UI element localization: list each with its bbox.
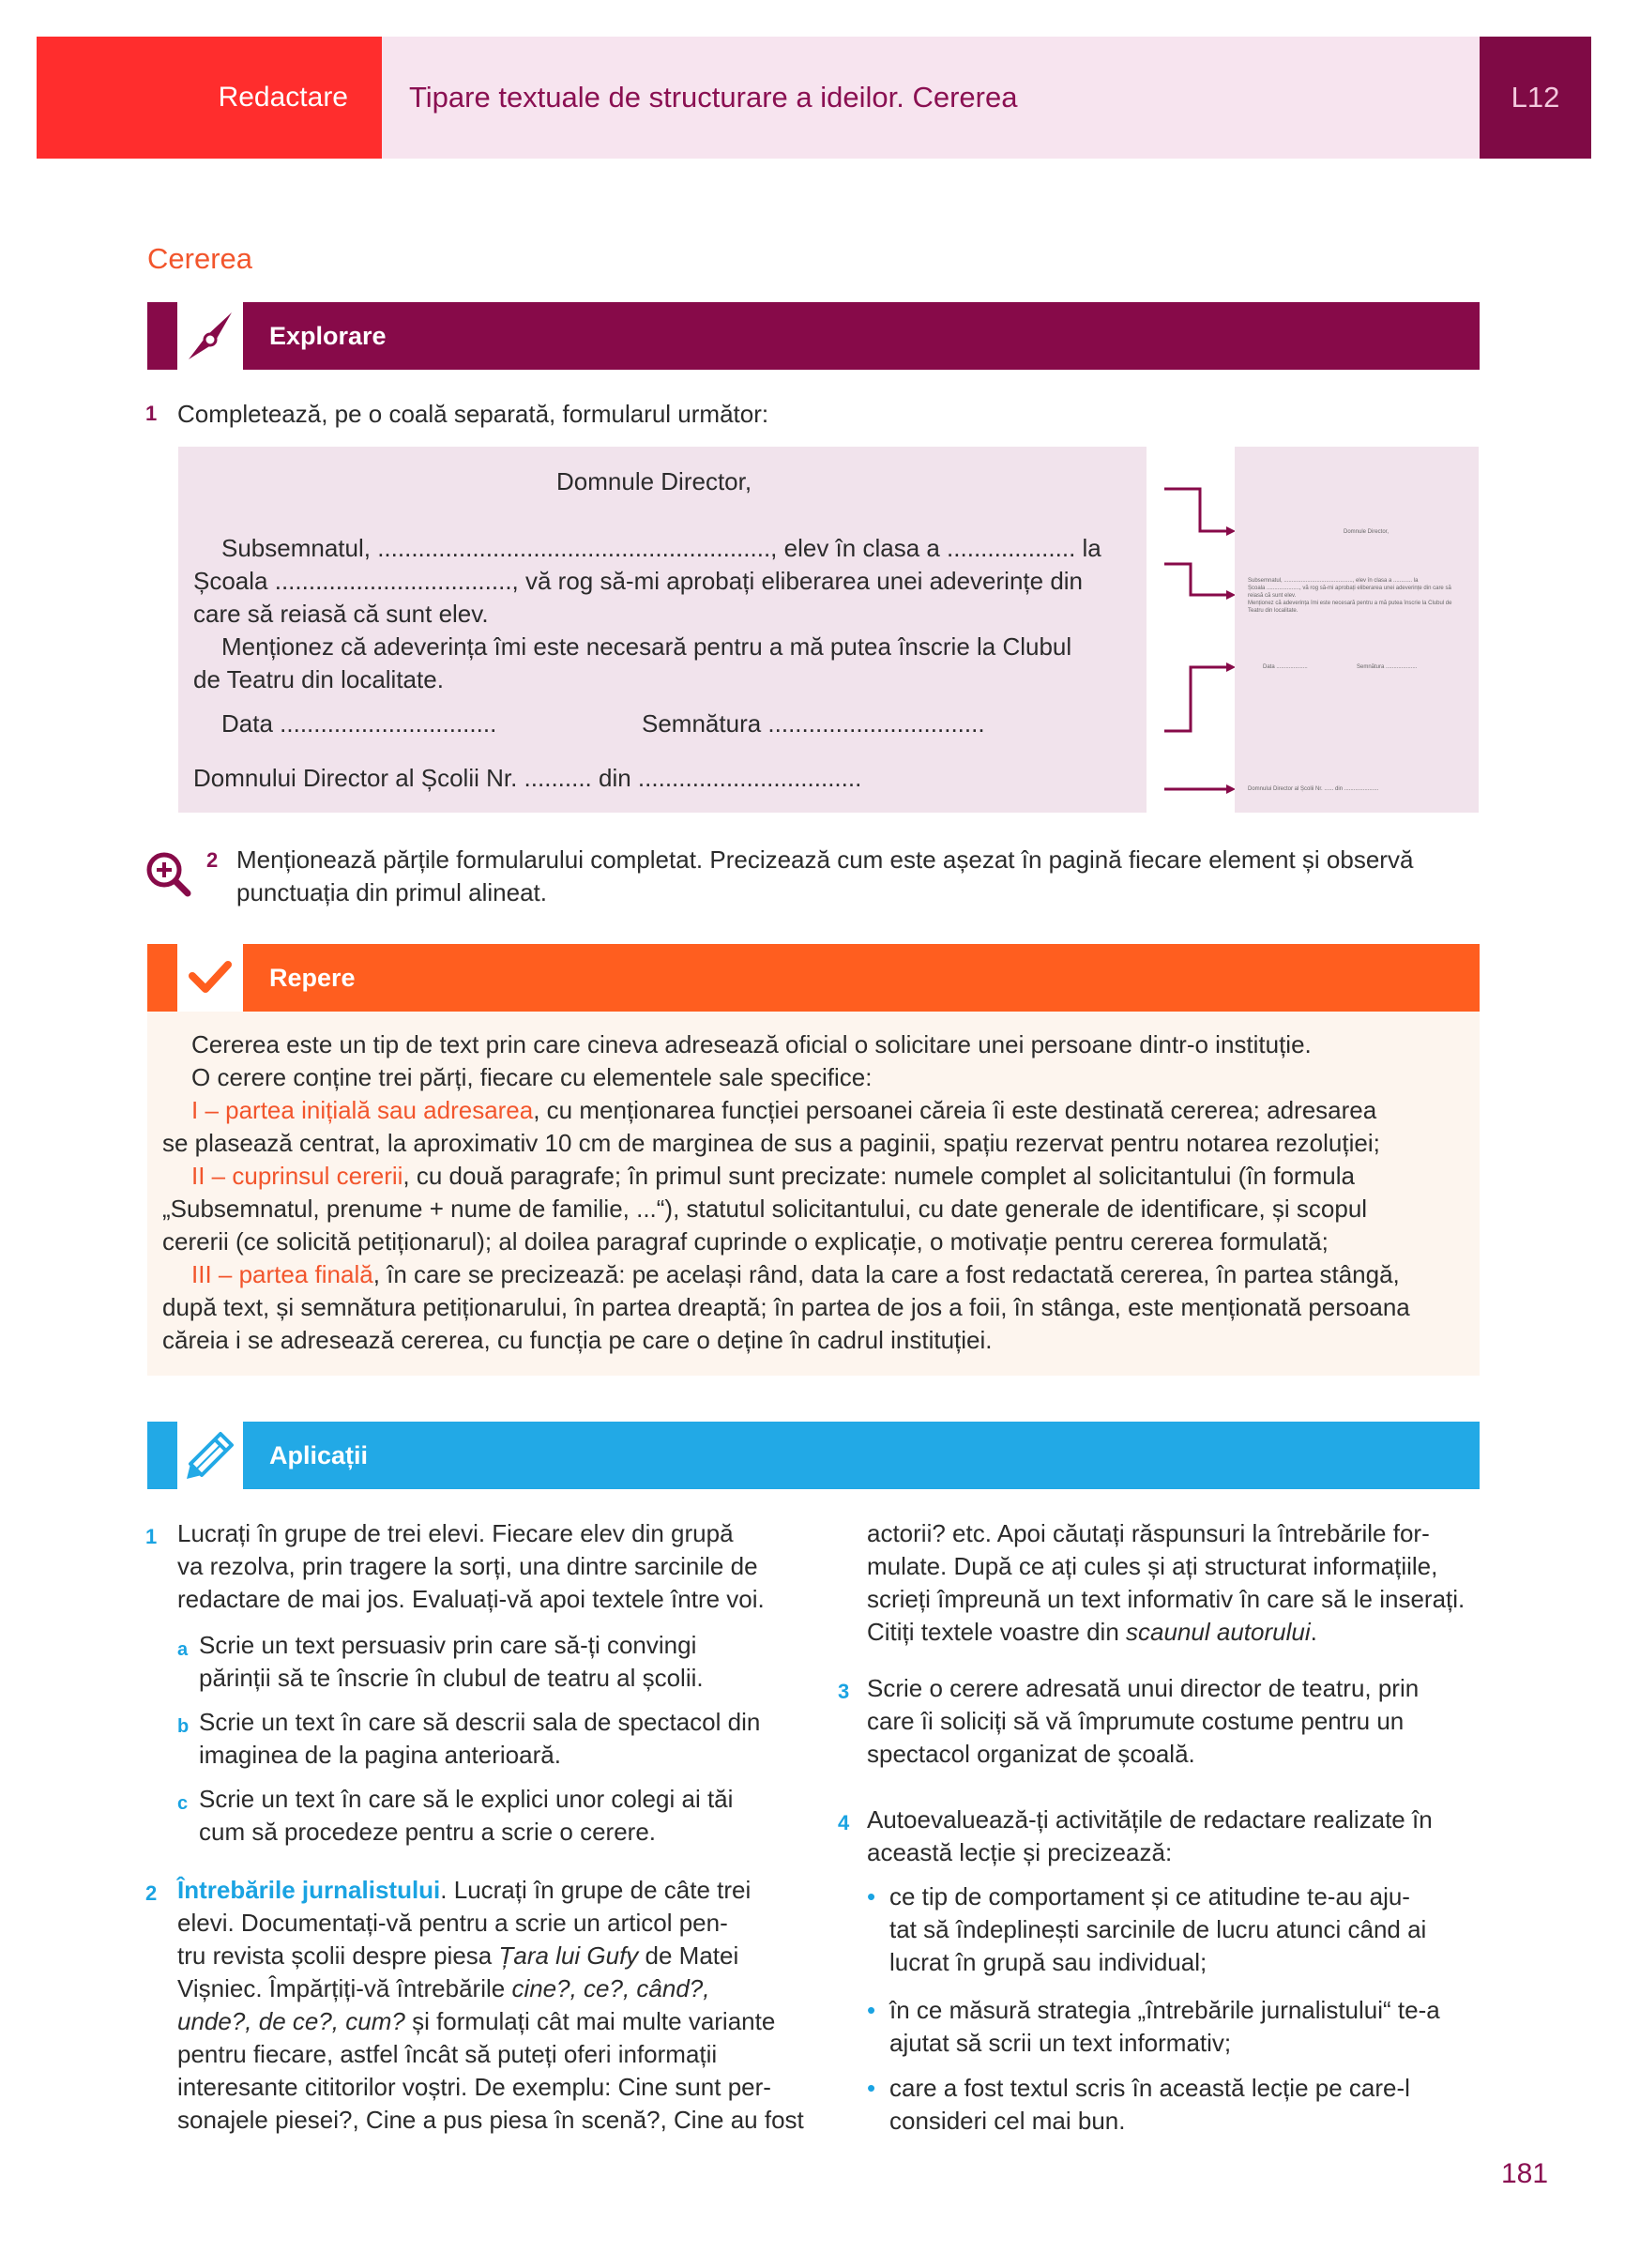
repere-p3-l3: căreia i se adresează cererea, cu funcția pe care o deține în cadrul instituției. (162, 1326, 993, 1354)
a2-r3: scrieți împreună un text informativ în care să le inserați. (867, 1585, 1466, 1613)
a4-b2-l2: ajutat să scrii un text informativ; (889, 2029, 1232, 2057)
repere-p1-label: I – partea inițială sau adresarea (191, 1096, 534, 1124)
repere-p1 (191, 1094, 1376, 1127)
a1-l3: redactare de mai jos. Evaluați-vă apoi textele între voi. (177, 1585, 765, 1613)
form-line5: de Teatru din localitate. (193, 665, 444, 693)
a2-r4-pre: Citiți textele voastre din (867, 1618, 1127, 1646)
repere-bar (147, 944, 1480, 1012)
explorare-bar (147, 302, 1480, 370)
header-section: Redactare (218, 82, 348, 113)
a2-l5 (177, 2005, 775, 2039)
a1-c-l1: Scrie un text în care să le explici unor colegi ai tăi (199, 1785, 734, 1813)
a2-l4-italic: cine?, ce?, când?, (511, 1974, 710, 2002)
ex2-line1: Menționează părțile formularului completat. Precizează cum este așezat în pagină fiecare element și observă (236, 845, 1414, 874)
thumb-body1: Subsemnatul, ............................................, elev în clasa a ............ la (1248, 578, 1419, 584)
repere-box (147, 1012, 1480, 1376)
repere-p2-l3: cererii (ce solicită petiționarul); al doilea paragraf cuprinde o explicație, o motivație pentru cererea formulată; (162, 1227, 1329, 1256)
a1-c-letter: c (177, 1793, 189, 1814)
repere-l2: O cerere conține trei părți, fiecare cu elementele sale specifice: (191, 1063, 873, 1091)
form-addressee: Domnului Director al Școlii Nr. .......... din ................................. (193, 764, 862, 792)
a1-number: 1 (145, 1525, 158, 1548)
a2-l5-italic: unde?, de ce?, cum? (177, 2007, 405, 2035)
repere-l1: Cererea este un tip de text prin care cineva adresează oficial o solicitare unei persoane dintr-o instituție. (191, 1030, 1312, 1058)
a2-r4 (867, 1616, 1317, 1650)
explorare-tab (147, 302, 177, 370)
a2-l3 (177, 1940, 738, 1973)
a2-l1 (177, 1874, 751, 1908)
a4-b3-l1: care a fost textul scris în această lecție pe care-l (889, 2074, 1410, 2102)
repere-p1-l2: se plasează centrat, la aproximativ 10 cm de marginea de sus a paginii, spațiu rezervat pentru notarea rezoluției; (162, 1129, 1380, 1157)
repere-p2 (191, 1160, 1355, 1193)
a4-b1-l3: lucrat în grupă sau individual; (889, 1948, 1207, 1976)
a2-title: Întrebările jurnalistului (177, 1876, 441, 1904)
a2-l4-text: Vișniec. Împărțiți-vă întrebările (177, 1974, 512, 2002)
repere-p2-l2: „Subsemnatul, prenume + nume de familie, ...“), statutul solicitantului, cu date generale de identificare, și scopul (162, 1195, 1368, 1223)
thumb-signature: Semnătura .................... (1357, 664, 1418, 670)
a2-l5-post: și formulați cât mai multe variante (404, 2007, 776, 2035)
a4-l2: această lecție și precizează: (867, 1838, 1173, 1866)
thumb-body5: Teatru din localitate. (1248, 608, 1298, 614)
form-salutation: Domnule Director, (556, 467, 752, 495)
compass-icon (177, 302, 243, 370)
a2-l7: interesante cititorilor voștri. De exemplu: Cine sunt per- (177, 2073, 771, 2101)
a3-l2: care îi soliciți să vă împrumute costume pentru un (867, 1707, 1405, 1735)
repere-title: Repere (243, 944, 1480, 1012)
aplicatii-bar (147, 1422, 1480, 1489)
form-thumbnail (1235, 447, 1479, 813)
a1-a-l2: părinții să te înscrie în clubul de teatru al școlii. (199, 1664, 704, 1692)
arrow-icon (1149, 447, 1238, 813)
a4-b1-l1: ce tip de comportament și ce atitudine te-au aju- (889, 1882, 1410, 1910)
a1-l1: Lucrați în grupe de trei elevi. Fiecare elev din grupă (177, 1519, 734, 1547)
a2-r4-post: . (1310, 1618, 1317, 1646)
thumb-salutation: Domnule Director, (1344, 529, 1390, 535)
repere-p2-label: II – cuprinsul cererii (191, 1162, 403, 1190)
a2-r2: mulate. După ce ați cules și ați structurat informațiile, (867, 1552, 1438, 1580)
a1-b-letter: b (177, 1716, 190, 1737)
a4-bullet-1: • (867, 1882, 876, 1910)
a2-number: 2 (145, 1881, 158, 1905)
a2-l3-italic: Țara lui Gufy (498, 1941, 639, 1970)
repere-p1-rest: , cu menționarea funcției persoanei căreia îi este destinată cererea; adresarea (533, 1096, 1377, 1124)
repere-p3-l2: după text, și semnătura petiționarului, în partea dreaptă; în partea de jos a foii, în stânga, este menționată persoana (162, 1293, 1410, 1321)
repere-p3-label: III – partea finală (191, 1260, 373, 1288)
a4-b2-l1: în ce măsură strategia „întrebările jurnalistului“ te-a (889, 1996, 1440, 2024)
repere-tab (147, 944, 177, 1012)
explorare-title: Explorare (243, 302, 1480, 370)
a2-l3-pre: tru revista școlii despre piesa (177, 1941, 499, 1970)
a1-a-l1: Scrie un text persuasiv prin care să-ți convingi (199, 1631, 697, 1659)
a4-l1: Autoevaluează-ți activitățile de redactare realizate în (867, 1805, 1433, 1834)
page-number: 181 (1501, 2158, 1549, 2189)
form-line1: Subsemnatul, .........................................................., elev în clasa a ................... la (221, 534, 1101, 562)
magnifier-plus-icon (144, 850, 191, 902)
a1-a-letter: a (177, 1639, 189, 1660)
thumb-body3: reiasă că sunt elev. (1248, 593, 1297, 599)
aplicatii-tab (147, 1422, 177, 1489)
a2-l2: elevi. Documentați-vă pentru a scrie un articol pen- (177, 1909, 728, 1937)
repere-p3-rest: , în care se precizează: pe același rând, data la care a fost redactată cererea, în partea stângă, (372, 1260, 1400, 1288)
a2-r4-italic: scaunul autorului (1126, 1618, 1311, 1646)
a4-b3-l2: consideri cel mai bun. (889, 2107, 1126, 2135)
a2-l1-rest: . Lucrați în grupe de câte trei (440, 1876, 752, 1904)
ex1-number: 1 (145, 402, 158, 425)
form-box (178, 447, 1147, 813)
page-heading: Cererea (147, 242, 252, 275)
a3-l3: spectacol organizat de școală. (867, 1740, 1195, 1768)
thumb-body4: Menționez că adeverința îmi este necesară pentru a mă putea înscrie la Clubul de (1248, 601, 1452, 606)
header-title: Tipare textuale de structurare a ideilor. Cererea (409, 81, 1018, 114)
a4-number: 4 (838, 1811, 850, 1834)
a2-l6: pentru fiecare, astfel încât să puteți oferi informații (177, 2040, 718, 2068)
form-line2: Școala ..................................., vă rog să-mi aprobați eliberarea unei adeverințe din (193, 567, 1084, 595)
header-lesson: L12 (1511, 81, 1560, 114)
a2-r1: actorii? etc. Apoi căutați răspunsuri la întrebările for- (867, 1519, 1430, 1547)
a3-l1: Scrie o cerere adresată unui director de teatru, prin (867, 1674, 1420, 1702)
a4-b1-l2: tat să îndeplinești sarcinile de lucru atunci când ai (889, 1915, 1427, 1943)
ex2-number: 2 (206, 848, 219, 872)
a1-b-l2: imaginea de la pagina anterioară. (199, 1741, 561, 1769)
ex1-text: Completează, pe o coală separată, formularul următor: (177, 400, 769, 428)
thumb-addressee: Domnului Director al Școlii Nr. ...... din ...................... (1248, 786, 1379, 792)
aplicatii-title: Aplicații (243, 1422, 1480, 1489)
a2-l3-post: de Matei (638, 1941, 739, 1970)
a1-b-l1: Scrie un text în care să descrii sala de spectacol din (199, 1708, 761, 1736)
form-signature: Semnătura ................................ (642, 709, 985, 738)
a2-l8: sonajele piesei?, Cine a pus piesa în scenă?, Cine au fost (177, 2106, 804, 2134)
checkmark-icon (177, 944, 243, 1012)
form-date: Data ................................ (221, 709, 497, 738)
a1-l2: va rezolva, prin tragere la sorți, una dintre sarcinile de (177, 1552, 758, 1580)
repere-p2-rest: , cu două paragrafe; în primul sunt precizate: numele complet al solicitantului (în formula (402, 1162, 1355, 1190)
a4-bullet-2: • (867, 1996, 876, 2024)
a3-number: 3 (838, 1680, 850, 1703)
a1-c-l2: cum să procedeze pentru a scrie o cerere. (199, 1818, 657, 1846)
ex2-line2: punctuația din primul alineat. (236, 878, 547, 906)
pencil-icon (177, 1422, 243, 1489)
form-line4: Menționez că adeverința îmi este necesară pentru a mă putea înscrie la Clubul (221, 632, 1072, 661)
a2-l4 (177, 1972, 709, 2006)
a4-bullet-3: • (867, 2074, 876, 2102)
thumb-date: Data .................... (1263, 664, 1308, 670)
form-line3: care să reiasă că sunt elev. (193, 600, 489, 628)
repere-p3 (191, 1258, 1400, 1291)
thumb-body2: Școala ....................., vă rog să-mi aprobați eliberarea unei adeverințe din care să (1248, 586, 1451, 591)
